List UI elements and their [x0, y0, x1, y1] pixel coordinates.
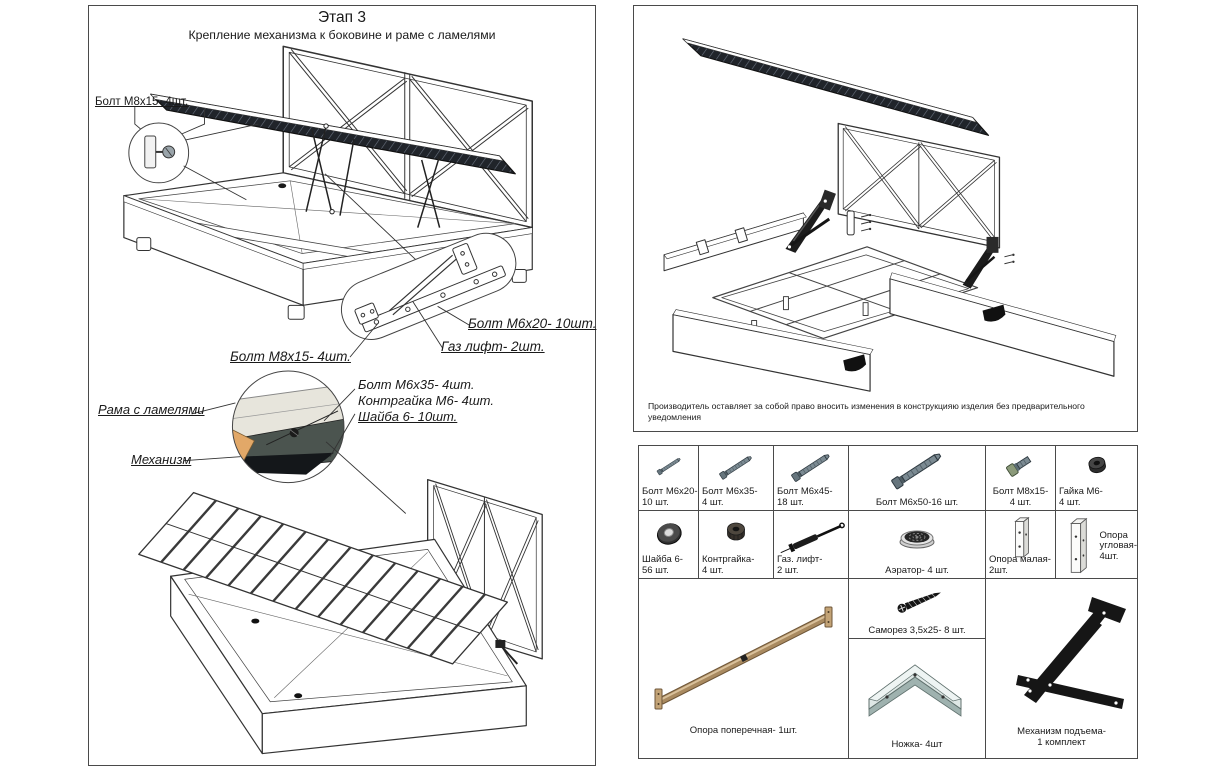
page-title: Этап 3: [317, 9, 366, 26]
part-label: Аэратор- 4 шт.: [885, 564, 949, 576]
part-cell-nut-m6: [1056, 446, 1138, 511]
part-cell-bolt-m6x50: [849, 446, 986, 511]
part-label: Опора угловая- 4шт.: [1099, 529, 1137, 562]
callout-bolt-m8x15-top: Болт М8х15- 4шт.: [95, 96, 189, 108]
callout-locknut-m6: Контргайка М6- 4шт.: [358, 393, 494, 408]
part-cell-locknut: [699, 511, 774, 579]
part-label: Болт М6х50-16 шт.: [875, 496, 959, 508]
page-subtitle: Крепление механизма к боковине и раме с ламелями: [188, 28, 496, 42]
stage3-drawing: [89, 6, 595, 765]
part-label: Саморез 3,5х25- 8 шт.: [868, 624, 966, 636]
callout-bolt-m8x15-bottom: Болт М8х15- 4шт.: [230, 349, 351, 364]
part-cell-leg: [849, 639, 986, 759]
cross-section-detail: [224, 367, 350, 487]
nut-icon: [1077, 450, 1117, 480]
locknut-icon: [716, 515, 756, 547]
part-label: Ножка- 4шт: [891, 738, 943, 750]
part-label: Болт М6х45- 18 шт.: [777, 486, 833, 508]
exploded-view-drawing: [634, 6, 1137, 431]
cross-support-icon: [641, 583, 847, 733]
callout-bolt-m6x35: Болт М6х35- 4шт.: [358, 377, 475, 392]
part-label: Шайба 6- 56 шт.: [642, 554, 683, 576]
bolt-icon: [646, 450, 692, 482]
callout-bolt-m6x20: Болт М6х20- 10шт.: [468, 316, 597, 331]
slat-frame-diagram: [139, 480, 542, 754]
leg-icon: [857, 649, 977, 735]
part-cell-bolt-m8x15: [986, 446, 1056, 511]
part-label: Механизм подъема- 1 комплект: [1017, 726, 1106, 748]
part-cell-bolt-m6x45: [774, 446, 849, 511]
part-cell-screw: [849, 579, 986, 639]
bolt-icon: [862, 450, 972, 490]
part-label: Газ. лифт- 2 шт.: [777, 554, 823, 576]
part-label: Опора малая- 2шт.: [989, 554, 1051, 576]
support-corner-icon: [1061, 516, 1097, 578]
manufacturer-disclaimer: Производитель оставляет за собой право вносить изменения в конструкцияю изделия без предварительного уведомления: [648, 401, 1085, 423]
part-cell-cross-support: [639, 579, 849, 759]
bolt-icon: [706, 450, 766, 484]
callout-mechanism: Механизм: [131, 452, 192, 467]
part-label: Контргайка- 4 шт.: [702, 554, 755, 576]
part-label: Гайка М6- 4 шт.: [1059, 486, 1103, 508]
gas-lift-icon: [775, 515, 847, 559]
screw-icon: [874, 583, 960, 617]
lift-mechanism-icon: [988, 583, 1136, 723]
part-cell-washer-6: [639, 511, 699, 579]
bolt-icon: [779, 450, 843, 484]
bolt-icon: [999, 450, 1043, 480]
part-cell-gas-lift: [774, 511, 849, 579]
part-label: Болт М6х20- 10 шт.: [642, 486, 698, 508]
part-cell-lift-mechanism: [986, 579, 1138, 759]
washer-icon: [645, 515, 693, 551]
part-label: Болт М8х15- 4 шт.: [992, 486, 1049, 508]
part-cell-bolt-m6x20: [639, 446, 699, 511]
part-cell-support-corner: [1056, 511, 1138, 579]
part-label: Опора поперечная- 1шт.: [689, 724, 798, 736]
part-cell-support-small: [986, 511, 1056, 579]
callout-gas-lift: Газ лифт- 2шт.: [441, 339, 545, 354]
aerator-icon: [885, 515, 949, 557]
part-label: Болт М6х35- 4 шт.: [702, 486, 758, 508]
exploded-view: [664, 39, 1116, 391]
part-cell-bolt-m6x35: [699, 446, 774, 511]
exploded-view-panel: [633, 5, 1138, 432]
callout-washer-6: Шайба 6- 10шт.: [358, 409, 458, 424]
stage3-panel: [88, 5, 596, 766]
parts-table: [638, 445, 1138, 759]
part-cell-aerator: [849, 511, 986, 579]
callout-frame-with-slats: Рама с ламелями: [98, 402, 205, 417]
